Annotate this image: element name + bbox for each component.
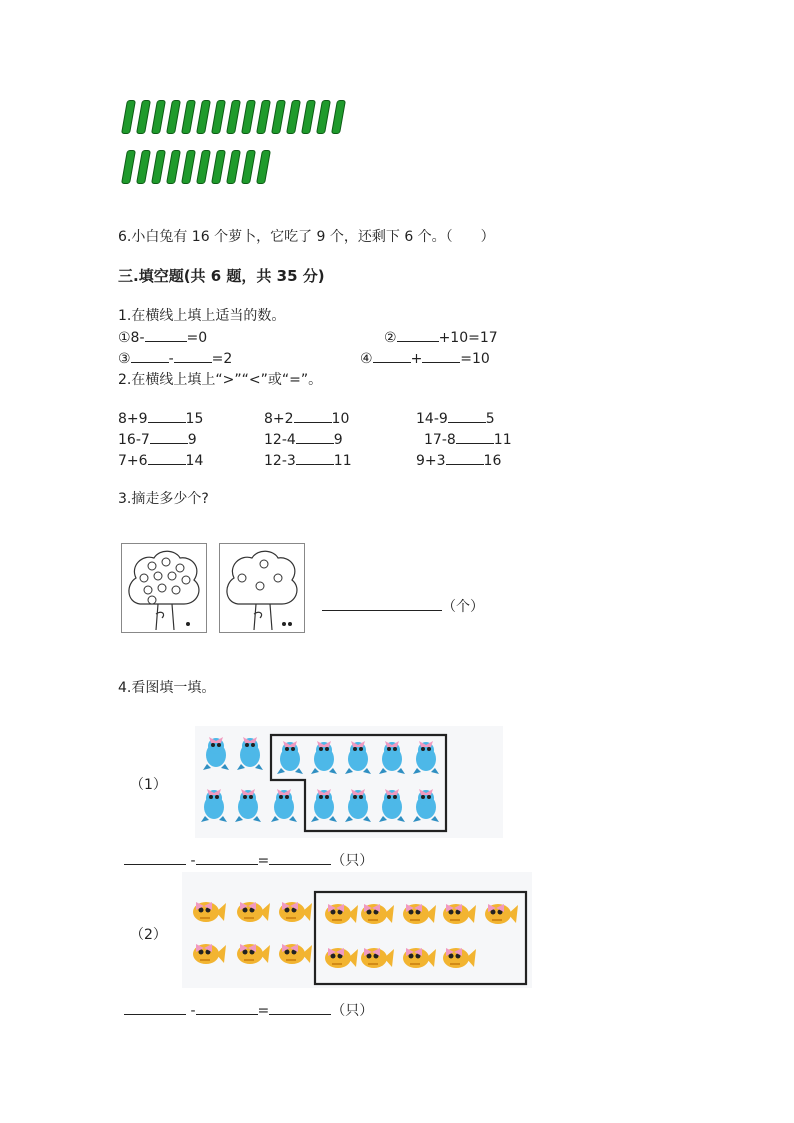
compare-item [264,450,352,469]
counting-stick [226,100,241,134]
counting-stick [256,150,271,184]
answer-blank[interactable] [131,348,169,363]
fish-icon [325,948,358,968]
problem-3-answer [322,596,484,616]
op-minus: - [190,1003,196,1019]
bird-icon [379,741,405,774]
counting-stick [286,100,301,134]
question-6: 6.小白兔有 16 个萝卜，它吃了 9 个，还剩下 6 个。（ ） [118,229,495,245]
answer-blank[interactable] [373,348,411,363]
compare-right: 11 [493,432,512,448]
counting-stick [166,150,181,184]
answer-blank[interactable] [397,327,439,342]
compare-left: 7+6 [118,453,148,469]
compare-left: 8+2 [264,411,294,427]
part-2-label: （2） [130,927,167,943]
apple-tree-icon [220,544,304,632]
bird-icon [201,789,227,822]
compare-right: 11 [333,453,352,469]
bird-icon [379,789,405,822]
counting-stick [181,150,196,184]
unit-label: （只） [331,1003,374,1019]
problem-1d-mid: + [410,351,423,367]
fish-icon [193,944,226,964]
compare-item [264,408,349,427]
fish-icon [325,904,358,924]
counting-stick [256,100,271,134]
fish-icon [403,904,436,924]
counting-stick [196,150,211,184]
bird-icon [311,789,337,822]
compare-right: 9 [187,432,197,448]
counting-stick [211,100,226,134]
section-3-title: 三.填空题(共 6 题，共 35 分) [118,267,325,285]
compare-left: 8+9 [118,411,148,427]
fish-icon [279,944,312,964]
answer-blank[interactable] [124,1000,186,1015]
answer-blank[interactable] [269,850,331,865]
problem-1a-pre: ①8- [118,330,145,346]
fish-icon [443,904,476,924]
part-1-label: （1） [130,777,167,793]
fish-icon [403,948,436,968]
counting-stick [151,150,166,184]
counting-stick [316,100,331,134]
answer-blank[interactable] [174,348,212,363]
fish-icon [279,902,312,922]
bird-icon [271,789,297,822]
bird-icon [277,741,303,774]
counting-stick [331,100,346,134]
counting-stick [226,150,241,184]
bird-icon [203,737,229,770]
answer-blank[interactable] [446,450,484,465]
counting-stick [151,100,166,134]
fish-icon [237,902,270,922]
compare-item [118,450,203,469]
problem-1c-post: =2 [211,351,233,367]
answer-blank[interactable] [269,1000,331,1015]
answer-blank[interactable] [296,450,334,465]
fish-icon [361,904,394,924]
answer-blank[interactable] [148,408,186,423]
counting-stick [196,100,211,134]
counting-stick [301,100,316,134]
compare-item [424,429,512,448]
answer-blank[interactable] [196,850,258,865]
compare-right: 16 [483,453,502,469]
counting-stick [121,150,136,184]
problem-1b-post: +10=17 [438,330,498,346]
problem-1-title: 1.在横线上填上适当的数。 [118,308,286,324]
problem-1a-post: =0 [186,330,208,346]
counting-stick [136,100,151,134]
bird-icon [413,789,439,822]
problem-1d [360,348,490,367]
compare-left: 14-9 [416,411,448,427]
op-equals: = [257,1003,270,1019]
unit-label: （个） [442,599,484,615]
problem-1c-pre: ③ [118,351,131,367]
compare-left: 17-8 [424,432,456,448]
answer-blank[interactable] [448,408,486,423]
problem-1d-pre: ④ [360,351,373,367]
counting-stick [136,150,151,184]
counting-stick [271,100,286,134]
problem-2-title: 2.在横线上填上“>”“<”或“=”。 [118,372,323,388]
counting-stick [211,150,226,184]
counting-stick [121,100,136,134]
answer-blank[interactable] [196,1000,258,1015]
compare-right: 5 [485,411,495,427]
answer-blank[interactable] [456,429,494,444]
problem-1c [118,348,232,367]
problem-1c-mid: - [168,351,174,367]
compare-left: 12-4 [264,432,296,448]
problem-1b [384,327,498,346]
bird-icon [345,789,371,822]
fish-icon [361,948,394,968]
compare-item [416,408,495,427]
problem-1a [118,327,207,346]
answer-blank[interactable] [422,348,460,363]
problem-1d-post: =10 [460,351,490,367]
compare-item [118,408,203,427]
fish-icon [193,902,226,922]
compare-item [118,429,197,448]
fish-group [182,872,532,988]
answer-blank[interactable] [145,327,187,342]
problem-3-title: 3.摘走多少个? [118,491,209,507]
counting-stick [166,100,181,134]
bird-icon [345,741,371,774]
answer-blank[interactable] [150,429,188,444]
apple-tree-icon [122,544,206,632]
counting-stick [241,150,256,184]
fish-icon [443,948,476,968]
apple-tree-before [121,543,207,633]
answer-blank[interactable] [322,596,442,611]
answer-blank[interactable] [294,408,332,423]
compare-right: 9 [333,432,343,448]
problem-4-title: 4.看图填一填。 [118,680,216,696]
problem-1b-pre: ② [384,330,397,346]
op-equals: = [257,853,270,869]
apple-tree-after [219,543,305,633]
fish-icon [237,944,270,964]
bird-icon [235,789,261,822]
answer-blank[interactable] [296,429,334,444]
op-minus: - [190,853,196,869]
compare-right: 14 [185,453,204,469]
unit-label: （只） [331,853,374,869]
compare-right: 15 [185,411,204,427]
compare-item [264,429,343,448]
answer-blank[interactable] [148,450,186,465]
compare-left: 16-7 [118,432,150,448]
counting-stick [241,100,256,134]
compare-left: 9+3 [416,453,446,469]
compare-right: 10 [331,411,350,427]
birds-group [195,726,503,838]
bird-icon [413,741,439,774]
bird-icon [311,741,337,774]
answer-blank[interactable] [124,850,186,865]
counting-stick [181,100,196,134]
part-1-equation [124,850,373,870]
compare-left: 12-3 [264,453,296,469]
fish-icon [485,904,518,924]
bird-icon [237,737,263,770]
part-2-equation [124,1000,373,1020]
compare-item [416,450,501,469]
